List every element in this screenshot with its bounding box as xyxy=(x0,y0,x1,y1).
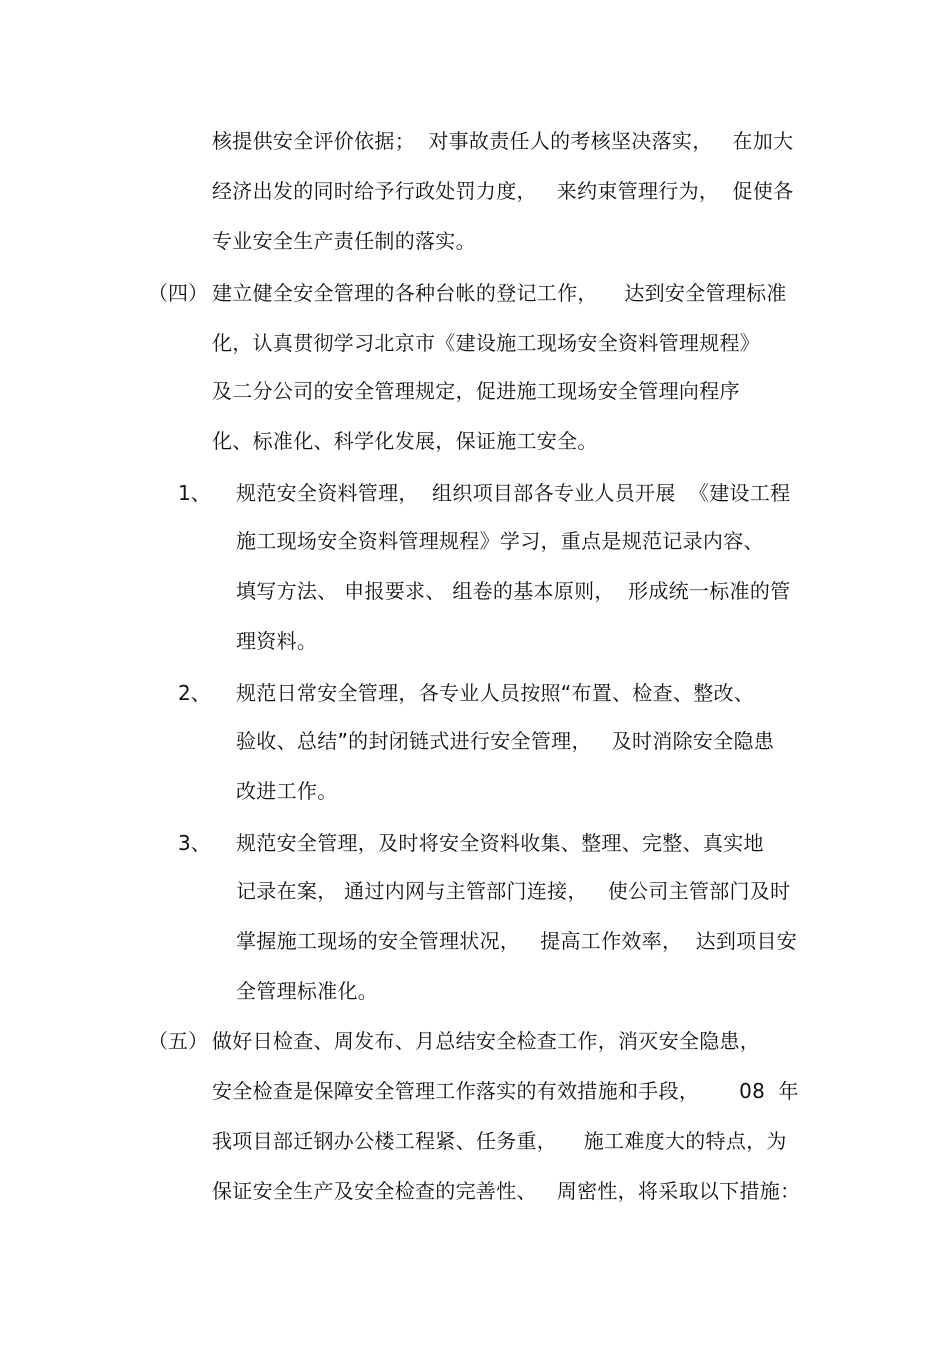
paragraph-line: 建立健全安全管理的各种台帐的登记工作， 达到安全管理标准 xyxy=(212,281,787,305)
list-item-line: 改进工作。 xyxy=(236,779,338,803)
paragraph-line: 保证安全生产及安全检查的完善性、 周密性，将采取以下措施： xyxy=(212,1179,801,1203)
paragraph-line: 安全检查是保障安全管理工作落实的有效措施和手段， 08 年 xyxy=(212,1079,799,1103)
list-item-line: 规范安全资料管理， 组织项目部各专业人员开展 《建设工程 xyxy=(236,481,791,505)
list-item-line: 填写方法、 申报要求、 组卷的基本原则， 形成统一标准的管 xyxy=(236,579,791,603)
list-item-line: 记录在案， 通过内网与主管部门连接， 使公司主管部门及时 xyxy=(236,879,791,903)
section-marker: （四） xyxy=(148,281,208,305)
list-item-line: 全管理标准化。 xyxy=(236,979,379,1003)
list-item-line: 规范安全管理，及时将安全资料收集、整理、完整、真实地 xyxy=(236,831,764,855)
intro-line: 核提供安全评价依据； 对事故责任人的考核坚决落实， 在加大 xyxy=(212,129,794,153)
paragraph-line: 做好日检查、周发布、月总结安全检查工作，消灭安全隐患， xyxy=(212,1029,761,1053)
list-item-marker: 2、 xyxy=(178,681,211,705)
paragraph-line: 化，认真贯彻学习北京市《建设施工现场安全资料管理规程》 xyxy=(212,331,761,355)
intro-line: 专业安全生产责任制的落实。 xyxy=(212,229,476,253)
intro-line: 经济出发的同时给予行政处罚力度， 来约束管理行为， 促使各 xyxy=(212,179,794,203)
section-marker: （五） xyxy=(148,1029,208,1053)
list-item-line: 施工现场安全资料管理规程》学习，重点是规范记录内容、 xyxy=(236,529,764,553)
list-item-marker: 1、 xyxy=(178,481,211,505)
list-item-line: 规范日常安全管理，各专业人员按照“布置、检查、整改、 xyxy=(236,681,755,705)
list-item-line: 理资料。 xyxy=(236,629,318,653)
list-item-marker: 3、 xyxy=(178,831,211,855)
list-item-line: 验收、总结”的封闭链式进行安全管理， 及时消除安全隐患 xyxy=(236,729,775,753)
paragraph-line: 我项目部迁钢办公楼工程紧、任务重， 施工难度大的特点，为 xyxy=(212,1129,787,1153)
paragraph-line: 化、标准化、科学化发展，保证施工安全。 xyxy=(212,429,598,453)
list-item-line: 掌握施工现场的安全管理状况， 提高工作效率， 达到项目安 xyxy=(236,929,798,953)
paragraph-line: 及二分公司的安全管理规定，促进施工现场安全管理向程序 xyxy=(212,379,740,403)
